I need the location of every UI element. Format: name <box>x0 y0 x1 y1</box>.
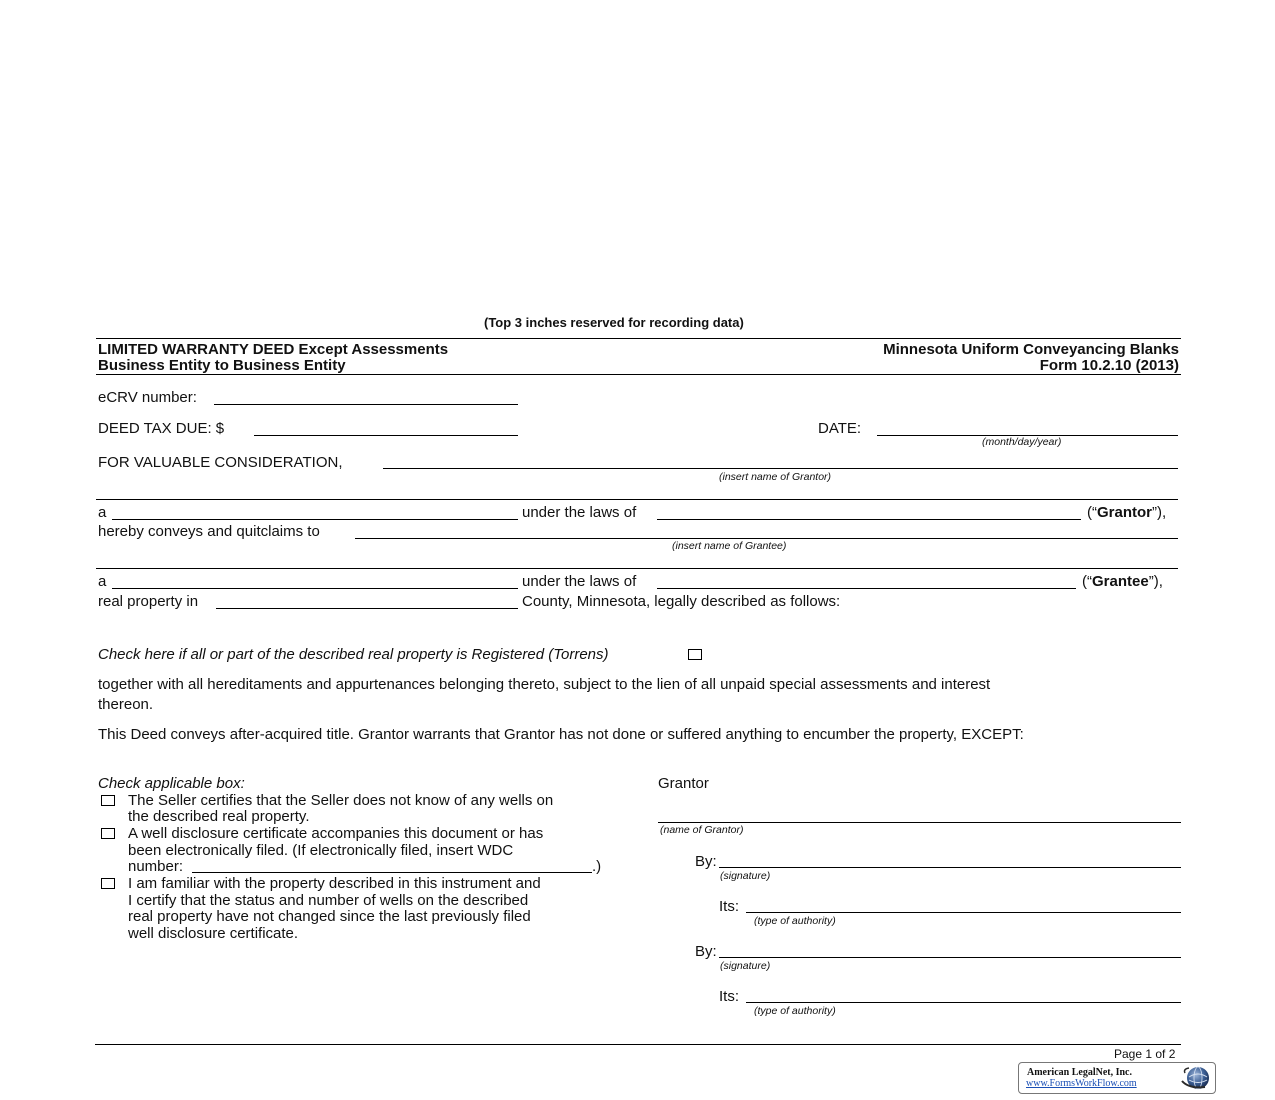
header-top-rule <box>96 338 1181 339</box>
form-title: LIMITED WARRANTY DEED Except Assessments <box>98 341 449 358</box>
grantor-name-caption: (insert name of Grantor) <box>719 471 832 483</box>
wells-option3-line2: I certify that the status and number of wells on the described <box>128 892 529 909</box>
county-input-line[interactable] <box>216 608 518 609</box>
after-acquired-text: This Deed conveys after-acquired title. Grantor warrants that Grantor has not done or suffered anything to encumber the property, EXCEPT: <box>98 726 1024 743</box>
authority1-line[interactable] <box>746 912 1181 913</box>
form-subtitle: Business Entity to Business Entity <box>98 357 346 374</box>
grantee-name-caption: (insert name of Grantee) <box>672 540 787 552</box>
wells-option1-line1: The Seller certifies that the Seller does not know of any wells on <box>128 792 554 809</box>
wells-option3-line3: real property have not changed since the last previously filed <box>128 908 531 925</box>
wells-option2-line1: A well disclosure certificate accompanies this document or has <box>128 825 544 842</box>
grantor-name-signature-caption: (name of Grantor) <box>660 824 744 836</box>
wells-heading: Check applicable box: <box>98 775 245 792</box>
deed-tax-label: DEED TAX DUE: $ <box>98 420 225 437</box>
wells-option3-line1: I am familiar with the property described in this instrument and <box>128 875 541 892</box>
header-bottom-rule <box>96 374 1181 375</box>
wells-option2-line3-end: .) <box>592 858 602 875</box>
grantor-name-input-line[interactable] <box>383 468 1178 469</box>
form-number: Form 10.2.10 (2013) <box>1039 357 1179 374</box>
grantee-name-input-line[interactable] <box>355 538 1178 539</box>
grantor-name-signature-line[interactable] <box>658 822 1181 823</box>
consideration-label: FOR VALUABLE CONSIDERATION, <box>98 454 343 471</box>
footer-rule <box>95 1044 1181 1045</box>
by1-label: By: <box>695 853 717 870</box>
grantor-a-label: a <box>98 504 107 521</box>
signature1-caption: (signature) <box>720 870 771 882</box>
grantor-name-continuation-line[interactable] <box>96 499 1178 500</box>
torrens-label: Check here if all or part of the described real property is Registered (Torrens) <box>98 646 609 663</box>
ecrv-input-line[interactable] <box>214 404 518 405</box>
hereditaments-text-line1: together with all hereditaments and appurtenances belonging thereto, subject to the lien of all unpaid special assessments and interest <box>98 676 991 693</box>
wells-option2-checkbox[interactable] <box>101 828 115 839</box>
hereditaments-text-line2: thereon. <box>98 696 154 713</box>
wdc-number-input-line[interactable] <box>192 872 592 873</box>
wells-option3-line4: well disclosure certificate. <box>128 925 299 942</box>
its1-label: Its: <box>719 898 740 915</box>
county-suffix: County, Minnesota, legally described as follows: <box>522 593 841 610</box>
grantee-designation: (“Grantee”), <box>1082 573 1163 590</box>
its2-label: Its: <box>719 988 740 1005</box>
ecrv-label: eCRV number: <box>98 389 197 406</box>
grantor-designation: (“Grantor”), <box>1087 504 1167 521</box>
date-label: DATE: <box>818 420 862 437</box>
recording-reserved-note: (Top 3 inches reserved for recording data) <box>484 315 744 330</box>
signature2-caption: (signature) <box>720 960 771 972</box>
signature-grantor-heading: Grantor <box>658 775 709 792</box>
grantee-jurisdiction-input-line[interactable] <box>657 588 1076 589</box>
signature2-line[interactable] <box>719 957 1181 958</box>
authority1-caption: (type of authority) <box>754 915 836 927</box>
grantor-under-laws-label: under the laws of <box>522 504 637 521</box>
by2-label: By: <box>695 943 717 960</box>
brand-url-link[interactable]: www.FormsWorkFlow.com <box>1026 1078 1137 1089</box>
signature1-line[interactable] <box>719 867 1181 868</box>
grantee-name-continuation-line[interactable] <box>96 568 1178 569</box>
authority2-caption: (type of authority) <box>754 1005 836 1017</box>
grantor-entity-type-input-line[interactable] <box>112 519 518 520</box>
globe-logo-icon <box>1179 1065 1213 1091</box>
form-series: Minnesota Uniform Conveyancing Blanks <box>883 341 1179 358</box>
wells-option2-line3: number: <box>128 858 184 875</box>
wells-option3-checkbox[interactable] <box>101 878 115 889</box>
brand-logo[interactable] <box>1018 1062 1216 1094</box>
grantee-under-laws-label: under the laws of <box>522 573 637 590</box>
grantee-entity-type-input-line[interactable] <box>112 588 518 589</box>
deed-tax-input-line[interactable] <box>254 435 518 436</box>
brand-name: American LegalNet, Inc. <box>1027 1067 1132 1078</box>
grantor-jurisdiction-input-line[interactable] <box>657 519 1081 520</box>
authority2-line[interactable] <box>746 1002 1181 1003</box>
date-caption: (month/day/year) <box>982 436 1062 448</box>
grantee-a-label: a <box>98 573 107 590</box>
real-property-label: real property in <box>98 593 199 610</box>
page-number: Page 1 of 2 <box>1114 1047 1176 1061</box>
wells-option1-checkbox[interactable] <box>101 795 115 806</box>
torrens-checkbox[interactable] <box>688 649 702 660</box>
conveys-label: hereby conveys and quitclaims to <box>98 523 320 540</box>
wells-option2-line2: been electronically filed. (If electronically filed, insert WDC <box>128 842 514 859</box>
wells-option1-line2: the described real property. <box>128 808 310 825</box>
